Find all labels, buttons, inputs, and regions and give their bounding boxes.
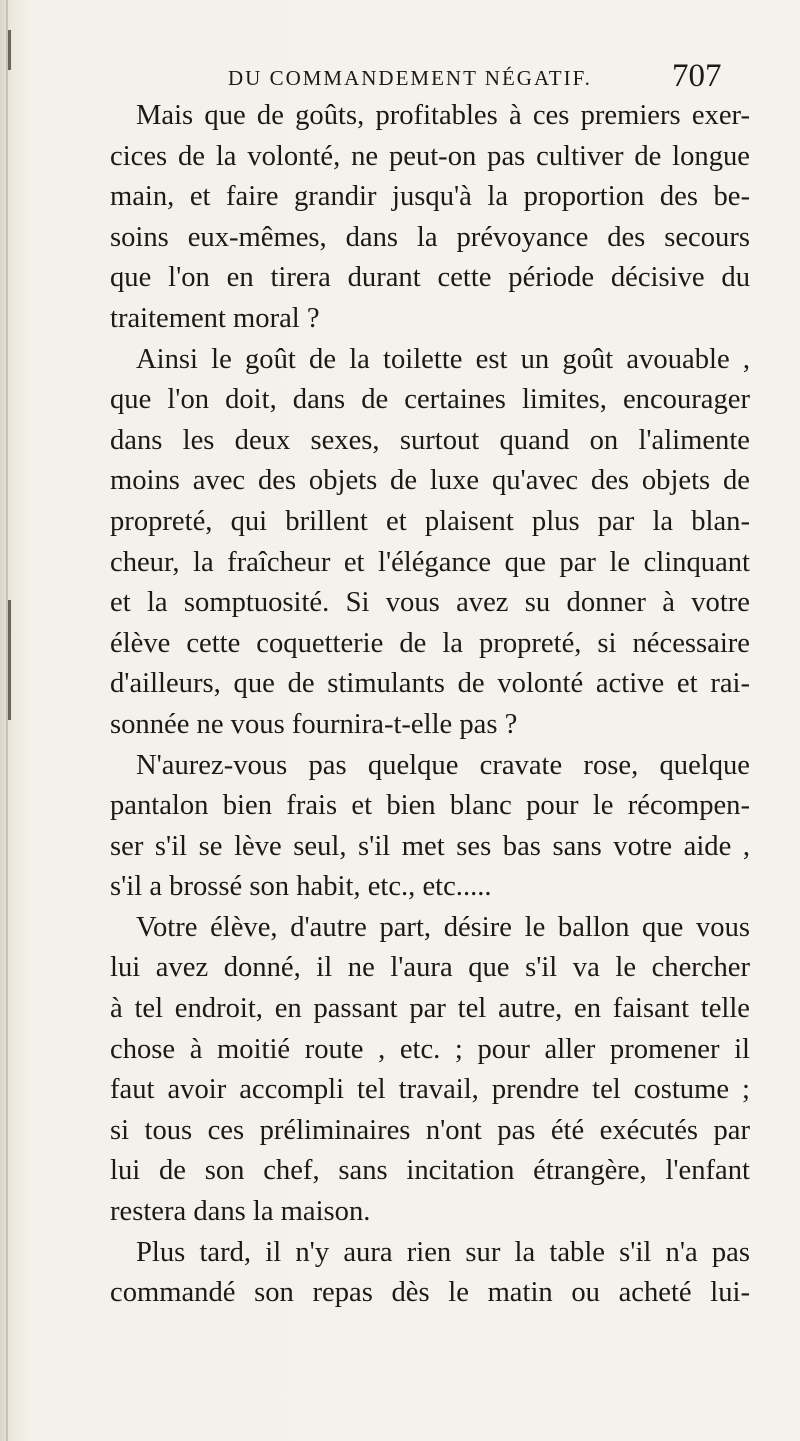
text-line: élève cette coquetterie de la propreté, si nécessaire bbox=[110, 627, 750, 659]
text-line: lui de son chef, sans incitation étrangère, l'enfant bbox=[110, 1155, 750, 1187]
text-line: Mais que de goûts, profitables à ces premiers exer- bbox=[136, 100, 750, 131]
text-line: traitement moral ? bbox=[110, 302, 320, 334]
paragraph bbox=[110, 96, 750, 340]
text-line: main, et faire grandir jusqu'à la proportion des be- bbox=[110, 181, 750, 213]
text-line: propreté, qui brillent et plaisent plus par la blan- bbox=[110, 505, 750, 537]
text-line: cheur, la fraîcheur et l'élégance que par le clinquant bbox=[110, 546, 750, 578]
binding-gutter bbox=[6, 0, 8, 1441]
text-line: chose à moitié route , etc. ; pour aller promener il bbox=[110, 1033, 750, 1065]
text-line: à tel endroit, en passant par tel autre, en faisant telle bbox=[110, 993, 750, 1025]
text-line: Votre élève, d'autre part, désire le ballon que vous bbox=[136, 911, 750, 943]
text-line: dans les deux sexes, surtout quand on l'alimente bbox=[110, 424, 750, 456]
text-line: que l'on doit, dans de certaines limites, encourager bbox=[110, 384, 750, 416]
page-number: 707 bbox=[672, 58, 722, 94]
text-line: ser s'il se lève seul, s'il met ses bas sans votre aide , bbox=[110, 830, 750, 862]
text-line: N'aurez-vous pas quelque cravate rose, quelque bbox=[136, 749, 750, 781]
text-line: que l'on en tirera durant cette période décisive du bbox=[110, 262, 750, 294]
paragraph bbox=[110, 908, 750, 1233]
paragraph bbox=[110, 340, 750, 746]
text-line: cices de la volonté, ne peut-on pas cultiver de longue bbox=[110, 140, 750, 172]
text-line: et la somptuosité. Si vous avez su donner à votre bbox=[110, 587, 750, 619]
body-text bbox=[110, 96, 750, 1314]
text-line: d'ailleurs, que de stimulants de volonté active et rai- bbox=[110, 668, 750, 700]
text-line: lui avez donné, il ne l'aura que s'il va le chercher bbox=[110, 952, 750, 984]
text-line: s'il a brossé son habit, etc., etc..... bbox=[110, 871, 492, 903]
text-line: commandé son repas dès le matin ou acheté lui- bbox=[110, 1277, 750, 1309]
text-line: Plus tard, il n'y aura rien sur la table s'il n'a pas bbox=[136, 1236, 750, 1268]
paragraph bbox=[110, 1233, 750, 1314]
text-line: Ainsi le goût de la toilette est un goût avouable , bbox=[136, 343, 750, 375]
text-line: pantalon bien frais et bien blanc pour le récompen- bbox=[110, 790, 750, 822]
text-line: restera dans la maison. bbox=[110, 1196, 371, 1228]
text-line: soins eux-mêmes, dans la prévoyance des secours bbox=[110, 221, 750, 253]
text-line: sonnée ne vous fournira-t-elle pas ? bbox=[110, 708, 518, 740]
page-header bbox=[0, 60, 800, 100]
paragraph bbox=[110, 746, 750, 908]
text-line: faut avoir accompli tel travail, prendre tel costume ; bbox=[110, 1074, 750, 1106]
text-line: si tous ces préliminaires n'ont pas été exécutés par bbox=[110, 1114, 750, 1146]
page-edge-mark bbox=[8, 600, 11, 720]
running-head: DU COMMANDEMENT NÉGATIF. bbox=[228, 66, 592, 90]
text-line: moins avec des objets de luxe qu'avec des objets de bbox=[110, 465, 750, 497]
